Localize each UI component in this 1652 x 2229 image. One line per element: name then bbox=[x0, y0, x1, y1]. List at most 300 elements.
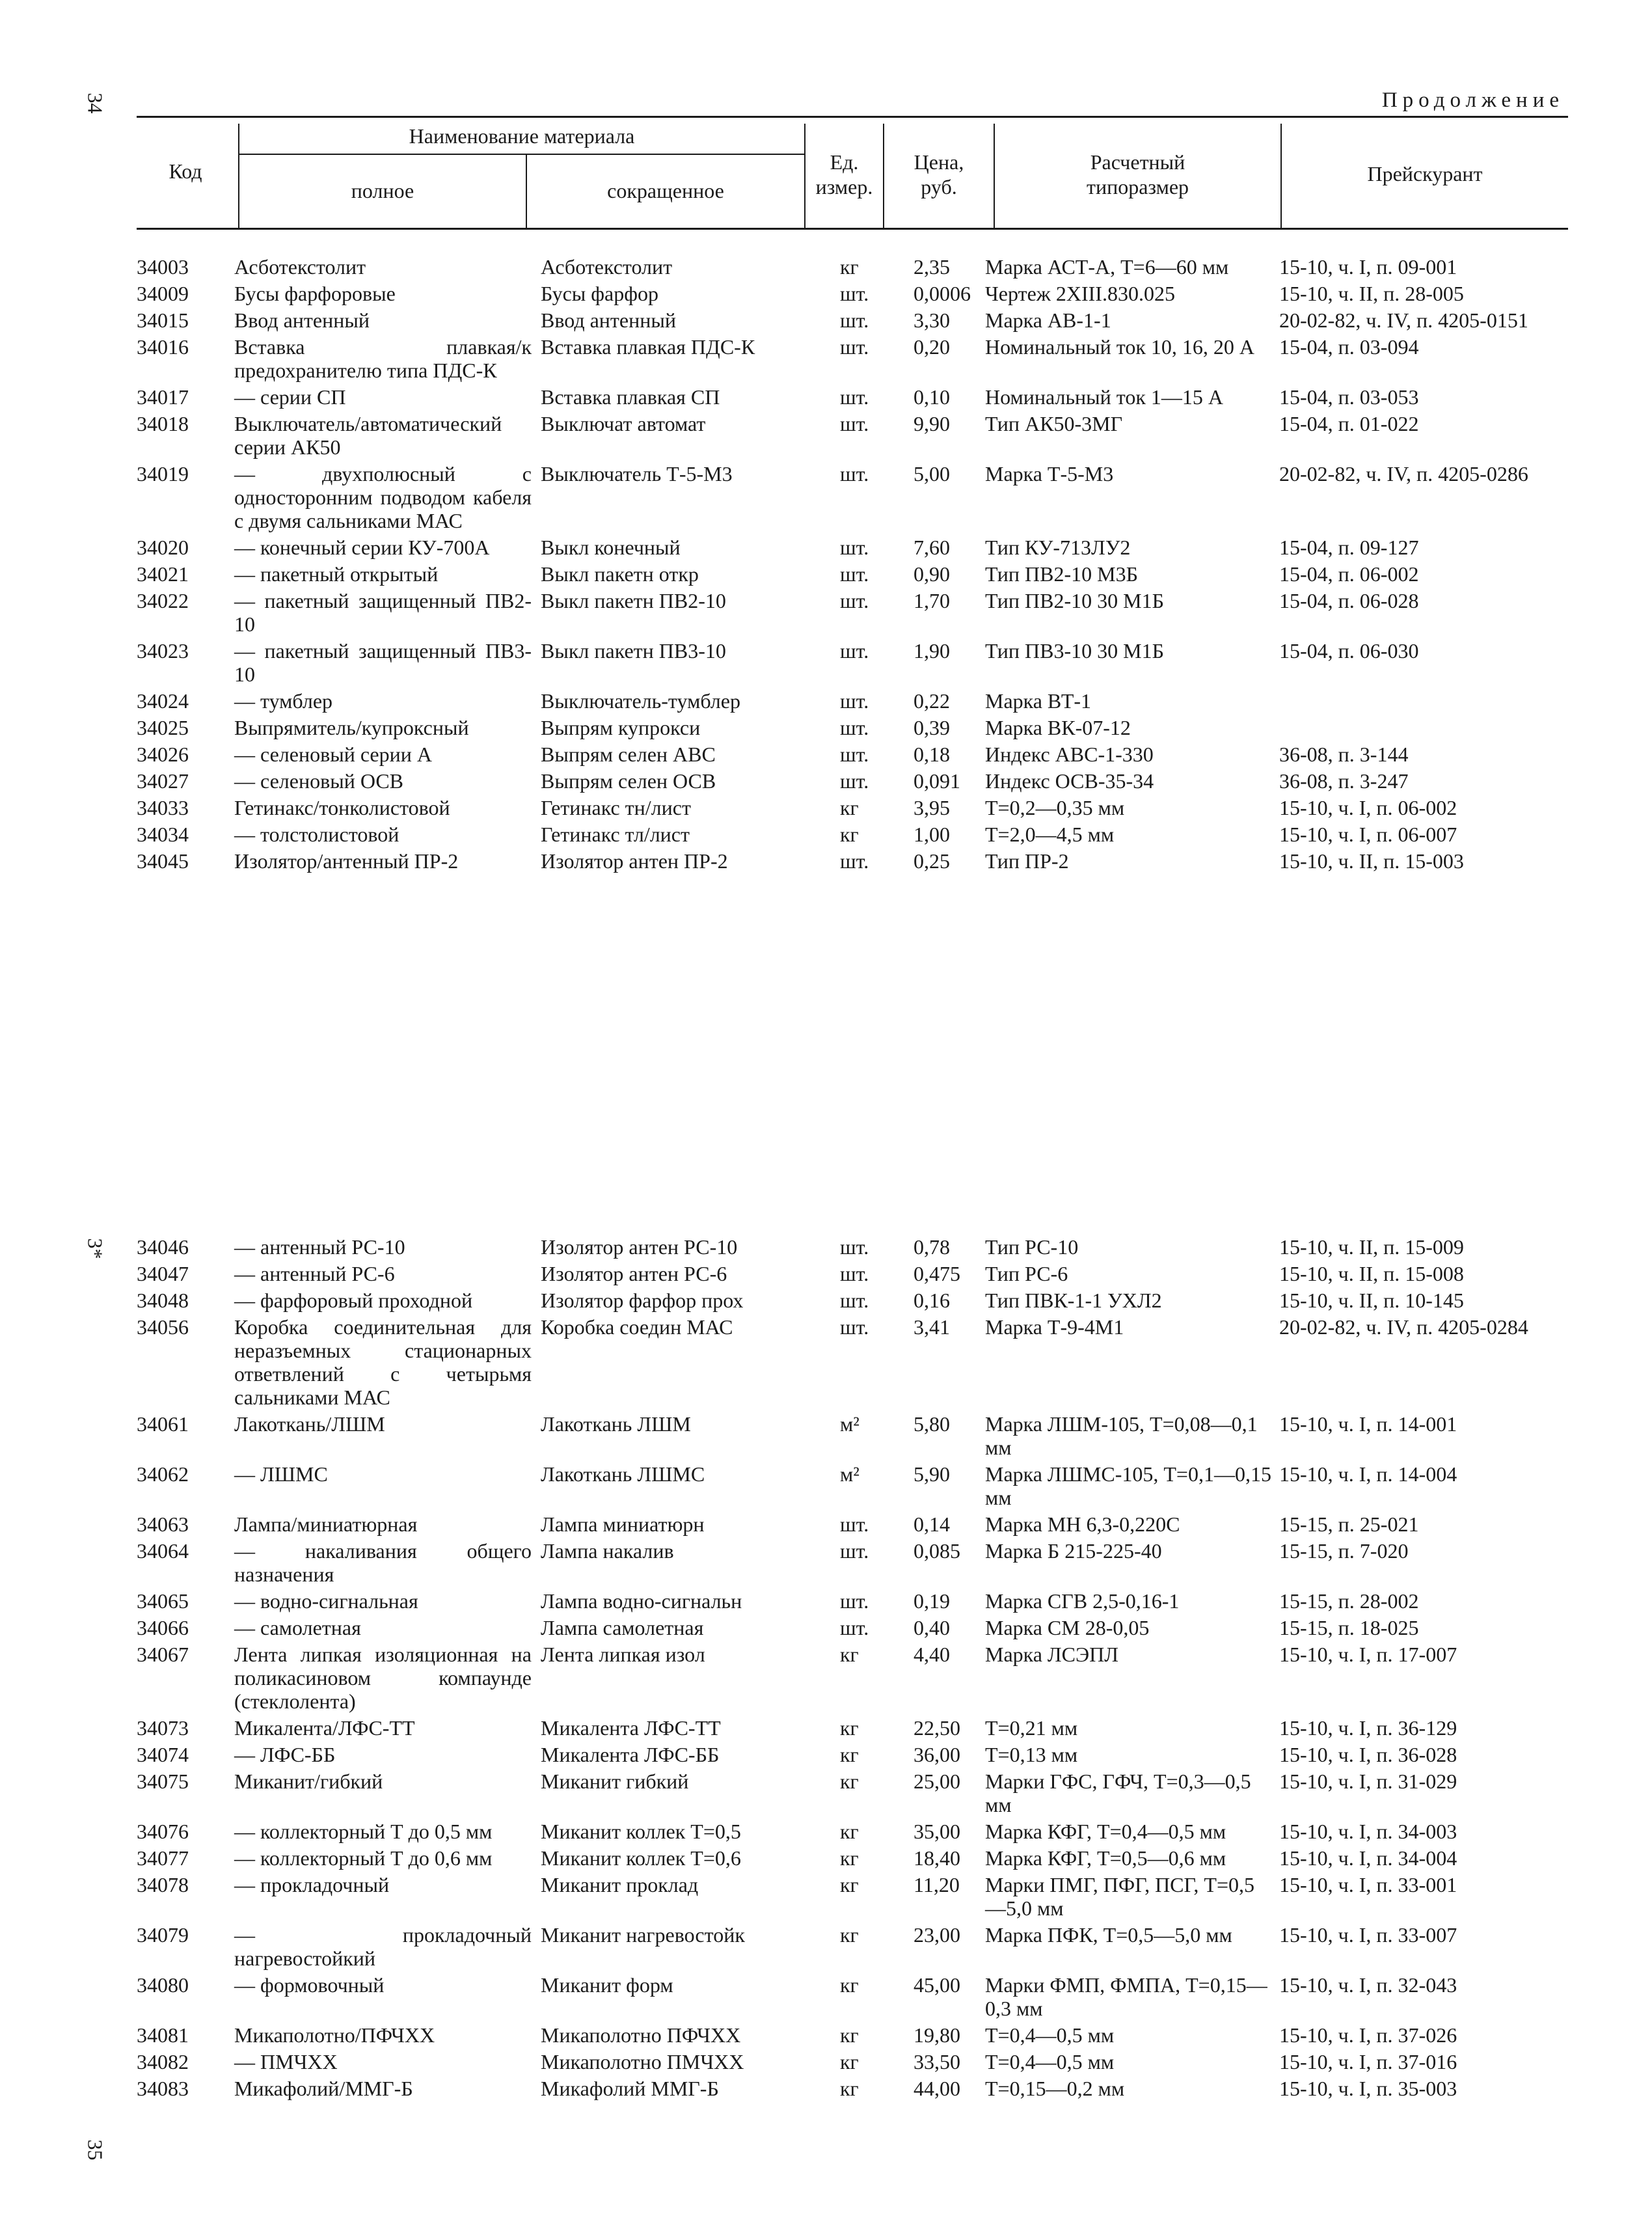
cell-full: Гетинакс/тонколистовой bbox=[234, 796, 450, 819]
cell-short: Лакоткань ЛШМС bbox=[541, 1462, 705, 1486]
cell-short: Выпрям селен ОСВ bbox=[541, 769, 716, 793]
name-group-rule bbox=[239, 154, 804, 155]
cell-price-list: 15-10, ч. I, п. 33-001 bbox=[1279, 1873, 1457, 1896]
cell-price: 0,78 bbox=[914, 1235, 950, 1259]
cell-code: 34075 bbox=[137, 1770, 189, 1793]
table-row bbox=[137, 796, 1552, 823]
cell-short: Гетинакс тн/лист bbox=[541, 796, 691, 819]
cell-unit: кг bbox=[840, 1716, 859, 1740]
table-row bbox=[137, 1462, 1552, 1512]
cell-size: Тип РС-6 bbox=[985, 1262, 1068, 1285]
cell-unit: кг bbox=[840, 1643, 859, 1666]
cell-price: 2,35 bbox=[914, 255, 950, 279]
cell-price-list: 20-02-82, ч. IV, п. 4205-0151 bbox=[1279, 308, 1528, 332]
bottom-page-number: 35 bbox=[83, 2139, 107, 2161]
cell-full: Ввод антенный bbox=[234, 308, 370, 332]
cell-price: 7,60 bbox=[914, 536, 950, 559]
cell-size: Т=2,0—4,5 мм bbox=[985, 823, 1115, 846]
cell-size: Марка Т-9-4М1 bbox=[985, 1315, 1124, 1339]
cell-unit: шт. bbox=[840, 1512, 869, 1536]
cell-unit: м² bbox=[840, 1462, 860, 1486]
cell-short: Бусы фарфор bbox=[541, 282, 658, 305]
cell-size: Марка ВТ-1 bbox=[985, 689, 1092, 713]
cell-code: 34009 bbox=[137, 282, 189, 305]
cell-size: Марка КФГ, Т=0,5—0,6 мм bbox=[985, 1846, 1226, 1870]
cell-size: Т=0,21 мм bbox=[985, 1716, 1078, 1740]
cell-price: 11,20 bbox=[914, 1873, 960, 1896]
cell-price-list: 15-10, ч. I, п. 17-007 bbox=[1279, 1643, 1457, 1666]
cell-price-list: 15-10, ч. I, п. 36-129 bbox=[1279, 1716, 1457, 1740]
cell-full: — фарфоровый проходной bbox=[234, 1289, 473, 1312]
cell-code: 34063 bbox=[137, 1512, 189, 1536]
cell-full: — водно-сигнальная bbox=[234, 1589, 418, 1613]
cell-price-list bbox=[1279, 689, 1552, 716]
cell-price-list: 15-15, п. 7-020 bbox=[1279, 1539, 1409, 1563]
cell-short: Лакоткань ЛШМ bbox=[541, 1412, 691, 1436]
table-row bbox=[137, 462, 1552, 536]
cell-code: 34077 bbox=[137, 1846, 189, 1870]
cell-unit: кг bbox=[840, 2077, 859, 2100]
cell-unit: шт. bbox=[840, 1315, 869, 1339]
cell-short: Микаполотно ПМЧХХ bbox=[541, 2050, 744, 2073]
cell-price-list: 15-10, ч. I, п. 34-004 bbox=[1279, 1846, 1457, 1870]
table-row bbox=[137, 1262, 1552, 1289]
cell-short: Микаполотно ПФЧХХ bbox=[541, 2023, 741, 2047]
cell-code: 34017 bbox=[137, 385, 189, 409]
cell-full: Миканит/гибкий bbox=[234, 1770, 383, 1793]
header-size bbox=[995, 150, 1280, 199]
cell-unit: шт. bbox=[840, 1289, 869, 1312]
cell-code: 34076 bbox=[137, 1820, 189, 1843]
table-row bbox=[137, 1846, 1552, 1873]
cell-size: Тип ПВ3-10 30 М1Б bbox=[985, 639, 1164, 663]
table-row bbox=[137, 255, 1552, 282]
cell-short: Выпрям купрокси bbox=[541, 716, 701, 739]
cell-short: Лампа водно-сигнальн bbox=[541, 1589, 742, 1613]
cell-full: — пакетный открытый bbox=[234, 562, 439, 586]
cell-unit: шт. bbox=[840, 689, 869, 713]
table-row bbox=[137, 536, 1552, 562]
table-row bbox=[137, 1512, 1552, 1539]
cell-full: Асботекстолит bbox=[234, 255, 366, 279]
cell-short: Микалента ЛФС-ТТ bbox=[541, 1716, 721, 1740]
cell-unit: м² bbox=[840, 1412, 860, 1436]
cell-price: 0,22 bbox=[914, 689, 950, 713]
cell-price: 5,90 bbox=[914, 1462, 950, 1486]
table-row bbox=[137, 1923, 1552, 1973]
cell-size: Марка ВК-07-12 bbox=[985, 716, 1131, 739]
cell-size: Марки ГФС, ГФЧ, Т=0,3—0,5 мм bbox=[985, 1770, 1251, 1816]
cell-size: Марка ЛСЭПЛ bbox=[985, 1643, 1118, 1666]
cell-code: 34015 bbox=[137, 308, 189, 332]
cell-full: Микафолий/ММГ-Б bbox=[234, 2077, 413, 2100]
table-row bbox=[137, 1616, 1552, 1643]
cell-full: — тумблер bbox=[234, 689, 333, 713]
header-unit bbox=[806, 150, 883, 199]
cell-price: 0,0006 bbox=[914, 282, 971, 305]
cell-short: Миканит нагревостойк bbox=[541, 1923, 745, 1947]
table-row bbox=[137, 823, 1552, 849]
cell-full: — антенный РС-6 bbox=[234, 1262, 395, 1285]
cell-short: Миканит форм bbox=[541, 1973, 673, 1997]
cell-full: — антенный РС-10 bbox=[234, 1235, 405, 1259]
top-page-number: 34 bbox=[83, 92, 107, 114]
cell-size: Тип РС-10 bbox=[985, 1235, 1079, 1259]
cell-code: 34019 bbox=[137, 462, 189, 485]
cell-short: Вставка плавкая СП bbox=[541, 385, 720, 409]
cell-price: 1,90 bbox=[914, 639, 950, 663]
header-bottom-rule bbox=[137, 228, 1568, 230]
cell-size: Тип ПВ2-10 М3Б bbox=[985, 562, 1138, 586]
cell-short: Выкл пакетн ПВ3-10 bbox=[541, 639, 726, 663]
table-row bbox=[137, 1716, 1552, 1743]
cell-size: Марка ПФК, Т=0,5—5,0 мм bbox=[985, 1923, 1232, 1947]
table-row bbox=[137, 2077, 1552, 2103]
cell-code: 34074 bbox=[137, 1743, 189, 1766]
cell-size: Т=0,2—0,35 мм bbox=[985, 796, 1125, 819]
cell-code: 34003 bbox=[137, 255, 189, 279]
cell-full: — самолетная bbox=[234, 1616, 361, 1639]
cell-unit: шт. bbox=[840, 308, 869, 332]
cell-size: Марка Б 215-225-40 bbox=[985, 1539, 1162, 1563]
cell-code: 34078 bbox=[137, 1873, 189, 1896]
cell-unit: кг bbox=[840, 1743, 859, 1766]
cell-price-list: 15-10, ч. I, п. 14-004 bbox=[1279, 1462, 1457, 1486]
cell-full: Выпрямитель/купроксный bbox=[234, 716, 469, 739]
cell-price-list: 15-10, ч. II, п. 15-008 bbox=[1279, 1262, 1464, 1285]
cell-price-list: 15-10, ч. I, п. 06-002 bbox=[1279, 796, 1457, 819]
cell-unit: кг bbox=[840, 1923, 859, 1947]
cell-code: 34073 bbox=[137, 1716, 189, 1740]
table-row bbox=[137, 1589, 1552, 1616]
cell-price: 25,00 bbox=[914, 1770, 960, 1793]
cell-short: Миканит коллек Т=0,6 bbox=[541, 1846, 741, 1870]
cell-price: 45,00 bbox=[914, 1973, 960, 1997]
cell-price-list: 15-15, п. 28-002 bbox=[1279, 1589, 1419, 1613]
cell-unit: шт. bbox=[840, 769, 869, 793]
cell-code: 34027 bbox=[137, 769, 189, 793]
cell-code: 34081 bbox=[137, 2023, 189, 2047]
table-row bbox=[137, 589, 1552, 639]
cell-unit: шт. bbox=[840, 1539, 869, 1563]
cell-full: — накаливания общего назначения bbox=[234, 1539, 532, 1586]
cell-short: Лента липкая изол bbox=[541, 1643, 705, 1666]
cell-price-list: 15-10, ч. I, п. 14-001 bbox=[1279, 1412, 1457, 1436]
cell-price-list: 15-10, ч. II, п. 28-005 bbox=[1279, 282, 1464, 305]
cell-full: — ЛШМС bbox=[234, 1462, 328, 1486]
header-size-line2: типоразмер bbox=[1086, 175, 1189, 198]
cell-size: Т=0,15—0,2 мм bbox=[985, 2077, 1125, 2100]
cell-size: Номинальный ток 1—15 А bbox=[985, 385, 1224, 409]
cell-price: 0,20 bbox=[914, 335, 950, 359]
table-row bbox=[137, 2050, 1552, 2077]
cell-size: Марка АВ-1-1 bbox=[985, 308, 1111, 332]
cell-price-list: 15-15, п. 25-021 bbox=[1279, 1512, 1419, 1536]
cell-price-list: 15-10, ч. II, п. 15-009 bbox=[1279, 1235, 1464, 1259]
cell-size: Индекс АВС-1-330 bbox=[985, 743, 1154, 766]
cell-unit: кг bbox=[840, 1846, 859, 1870]
table-row bbox=[137, 412, 1552, 462]
cell-unit: кг bbox=[840, 796, 859, 819]
cell-price: 0,14 bbox=[914, 1512, 950, 1536]
cell-code: 34062 bbox=[137, 1462, 189, 1486]
cell-price-list: 15-10, ч. I, п. 37-026 bbox=[1279, 2023, 1457, 2047]
continuation-label: Продолжение bbox=[1381, 89, 1564, 112]
cell-full: Микаполотно/ПФЧХХ bbox=[234, 2023, 435, 2047]
cell-code: 34064 bbox=[137, 1539, 189, 1563]
cell-unit: шт. bbox=[840, 589, 869, 612]
cell-unit: шт. bbox=[840, 335, 869, 359]
cell-code: 34033 bbox=[137, 796, 189, 819]
cell-price-list: 15-04, п. 09-127 bbox=[1279, 536, 1419, 559]
cell-unit: шт. bbox=[840, 716, 869, 739]
cell-price: 0,90 bbox=[914, 562, 950, 586]
cell-short: Миканит коллек Т=0,5 bbox=[541, 1820, 741, 1843]
cell-unit: шт. bbox=[840, 536, 869, 559]
cell-code: 34025 bbox=[137, 716, 189, 739]
cell-price-list: 15-15, п. 18-025 bbox=[1279, 1616, 1419, 1639]
cell-price-list: 36-08, п. 3-247 bbox=[1279, 769, 1409, 793]
cell-short: Изолятор антен ПР-2 bbox=[541, 849, 728, 873]
cell-full: — ЛФС-ББ bbox=[234, 1743, 336, 1766]
cell-price: 4,40 bbox=[914, 1643, 950, 1666]
cell-full: — конечный серии КУ-700А bbox=[234, 536, 490, 559]
cell-price: 3,95 bbox=[914, 796, 950, 819]
cell-code: 34021 bbox=[137, 562, 189, 586]
cell-size: Марка ЛШМ-105, Т=0,08—0,1 мм bbox=[985, 1412, 1258, 1459]
cell-size: Марка АСТ-А, Т=6—60 мм bbox=[985, 255, 1229, 279]
header-short: сокращенное bbox=[607, 179, 724, 202]
cell-price: 0,39 bbox=[914, 716, 950, 739]
cell-short: Выкл конечный bbox=[541, 536, 681, 559]
cell-code: 34024 bbox=[137, 689, 189, 713]
cell-price: 3,41 bbox=[914, 1315, 950, 1339]
cell-short: Изолятор фарфор прох bbox=[541, 1289, 744, 1312]
cell-full: — прокладочный нагревостойкий bbox=[234, 1923, 532, 1970]
cell-unit: шт. bbox=[840, 412, 869, 435]
cell-code: 34022 bbox=[137, 589, 189, 612]
cell-size: Марки ФМП, ФМПА, Т=0,15—0,3 мм bbox=[985, 1973, 1267, 2020]
cell-size: Чертеж 2XIII.830.025 bbox=[985, 282, 1175, 305]
cell-price-list: 15-10, ч. I, п. 31-029 bbox=[1279, 1770, 1457, 1793]
cell-full: — селеновый ОСВ bbox=[234, 769, 404, 793]
header-unit-line1: Ед. bbox=[830, 150, 859, 174]
cell-short: Выключат автомат bbox=[541, 412, 706, 435]
cell-price-list: 36-08, п. 3-144 bbox=[1279, 743, 1409, 766]
cell-full: Вставка плавкая/к предохранителю типа ПДС-К bbox=[234, 335, 532, 382]
cell-unit: шт. bbox=[840, 1589, 869, 1613]
cell-code: 34045 bbox=[137, 849, 189, 873]
cell-price: 0,25 bbox=[914, 849, 950, 873]
cell-size: Тип ПВ2-10 30 М1Б bbox=[985, 589, 1164, 612]
table-row bbox=[137, 562, 1552, 589]
cell-unit: шт. bbox=[840, 462, 869, 485]
cell-full: — двухполюсный с односторонним подводом кабеля с двумя сальниками МАС bbox=[234, 462, 532, 532]
cell-price-list: 15-04, п. 03-053 bbox=[1279, 385, 1419, 409]
cell-full: Бусы фарфоровые bbox=[234, 282, 396, 305]
cell-full: — толстолистовой bbox=[234, 823, 399, 846]
table-row bbox=[137, 1412, 1552, 1462]
cell-code: 34034 bbox=[137, 823, 189, 846]
cell-short: Коробка соедин МАС bbox=[541, 1315, 733, 1339]
cell-price-list: 15-10, ч. II, п. 10-145 bbox=[1279, 1289, 1464, 1312]
cell-price: 0,091 bbox=[914, 769, 960, 793]
table-row bbox=[137, 335, 1552, 385]
cell-full: — ПМЧХХ bbox=[234, 2050, 338, 2073]
cell-price: 0,475 bbox=[914, 1262, 960, 1285]
header-price-line1: Цена, bbox=[914, 150, 964, 174]
cell-price: 5,00 bbox=[914, 462, 950, 485]
cell-price: 19,80 bbox=[914, 2023, 960, 2047]
table-row bbox=[137, 639, 1552, 689]
cell-price: 0,18 bbox=[914, 743, 950, 766]
table-row bbox=[137, 1289, 1552, 1315]
cell-price-list: 15-10, ч. I, п. 09-001 bbox=[1279, 255, 1457, 279]
cell-code: 34061 bbox=[137, 1412, 189, 1436]
cell-code: 34046 bbox=[137, 1235, 189, 1259]
cell-short: Лампа накалив bbox=[541, 1539, 674, 1563]
cell-price-list: 15-04, п. 06-030 bbox=[1279, 639, 1419, 663]
cell-price-list: 15-10, ч. I, п. 33-007 bbox=[1279, 1923, 1457, 1947]
cell-code: 34056 bbox=[137, 1315, 189, 1339]
cell-size: Т=0,13 мм bbox=[985, 1743, 1078, 1766]
cell-size: Марка СГВ 2,5-0,16-1 bbox=[985, 1589, 1180, 1613]
cell-full: — коллекторный Т до 0,6 мм bbox=[234, 1846, 493, 1870]
cell-unit: шт. bbox=[840, 743, 869, 766]
cell-code: 34083 bbox=[137, 2077, 189, 2100]
cell-full: — пакетный защищенный ПВ3-10 bbox=[234, 639, 532, 686]
table-row bbox=[137, 1770, 1552, 1820]
cell-short: Выпрям селен АВС bbox=[541, 743, 716, 766]
cell-code: 34047 bbox=[137, 1262, 189, 1285]
cell-code: 34067 bbox=[137, 1643, 189, 1666]
cell-short: Миканит гибкий bbox=[541, 1770, 689, 1793]
cell-price: 36,00 bbox=[914, 1743, 960, 1766]
cell-code: 34066 bbox=[137, 1616, 189, 1639]
cell-code: 34023 bbox=[137, 639, 189, 663]
cell-price-list: 20-02-82, ч. IV, п. 4205-0286 bbox=[1279, 462, 1528, 485]
table-row bbox=[137, 1743, 1552, 1770]
section-marker: 3* bbox=[83, 1238, 107, 1259]
cell-full: — формовочный bbox=[234, 1973, 385, 1997]
cell-code: 34065 bbox=[137, 1589, 189, 1613]
cell-full: — коллекторный Т до 0,5 мм bbox=[234, 1820, 493, 1843]
cell-price-list: 20-02-82, ч. IV, п. 4205-0284 bbox=[1279, 1315, 1528, 1339]
cell-size: Марка Т-5-М3 bbox=[985, 462, 1114, 485]
cell-code: 34082 bbox=[137, 2050, 189, 2073]
cell-full: — селеновый серии А bbox=[234, 743, 432, 766]
cell-code: 34080 bbox=[137, 1973, 189, 1997]
header-price-list: Прейскурант bbox=[1367, 162, 1483, 185]
cell-full: Выключатель/автоматический серии АК50 bbox=[234, 412, 502, 459]
cell-price: 9,90 bbox=[914, 412, 950, 435]
cell-full: Лакоткань/ЛШМ bbox=[234, 1412, 385, 1436]
cell-price: 0,40 bbox=[914, 1616, 950, 1639]
cell-code: 34018 bbox=[137, 412, 189, 435]
cell-unit: шт. bbox=[840, 282, 869, 305]
cell-unit: кг bbox=[840, 2023, 859, 2047]
cell-price-list: 15-10, ч. I, п. 06-007 bbox=[1279, 823, 1457, 846]
cell-price: 0,085 bbox=[914, 1539, 960, 1563]
cell-short: Асботекстолит bbox=[541, 255, 673, 279]
cell-short: Вставка плавкая ПДС-К bbox=[541, 335, 755, 359]
table-row bbox=[137, 1539, 1552, 1589]
cell-full: — прокладочный bbox=[234, 1873, 390, 1896]
cell-price: 5,80 bbox=[914, 1412, 950, 1436]
cell-code: 34048 bbox=[137, 1289, 189, 1312]
cell-unit: шт. bbox=[840, 385, 869, 409]
cell-price-list: 15-10, ч. II, п. 15-003 bbox=[1279, 849, 1464, 873]
table-row bbox=[137, 282, 1552, 308]
cell-short: Микафолий ММГ-Б bbox=[541, 2077, 719, 2100]
cell-short: Изолятор антен РС-10 bbox=[541, 1235, 738, 1259]
header-price bbox=[884, 150, 994, 199]
cell-short: Изолятор антен РС-6 bbox=[541, 1262, 727, 1285]
cell-unit: кг bbox=[840, 1770, 859, 1793]
cell-price-list bbox=[1279, 716, 1552, 743]
cell-price: 0,10 bbox=[914, 385, 950, 409]
cell-price-list: 15-04, п. 03-094 bbox=[1279, 335, 1419, 359]
cell-price: 0,19 bbox=[914, 1589, 950, 1613]
cell-size: Марка КФГ, Т=0,4—0,5 мм bbox=[985, 1820, 1226, 1843]
table-row bbox=[137, 1820, 1552, 1846]
cell-size: Т=0,4—0,5 мм bbox=[985, 2023, 1115, 2047]
cell-price-list: 15-10, ч. I, п. 34-003 bbox=[1279, 1820, 1457, 1843]
cell-unit: кг bbox=[840, 255, 859, 279]
table-row bbox=[137, 1235, 1552, 1262]
cell-unit: шт. bbox=[840, 1616, 869, 1639]
cell-unit: кг bbox=[840, 823, 859, 846]
cell-unit: шт. bbox=[840, 562, 869, 586]
cell-code: 34079 bbox=[137, 1923, 189, 1947]
cell-price: 44,00 bbox=[914, 2077, 960, 2100]
cell-price: 18,40 bbox=[914, 1846, 960, 1870]
cell-unit: шт. bbox=[840, 1262, 869, 1285]
cell-full: Коробка соединительная для неразъемных стационарных ответвлений с четырьмя сальниками МАС bbox=[234, 1315, 532, 1409]
cell-unit: кг bbox=[840, 2050, 859, 2073]
cell-price: 0,16 bbox=[914, 1289, 950, 1312]
cell-size: Тип КУ-713ЛУ2 bbox=[985, 536, 1131, 559]
cell-code: 34020 bbox=[137, 536, 189, 559]
cell-price-list: 15-10, ч. I, п. 32-043 bbox=[1279, 1973, 1457, 1997]
cell-price: 1,70 bbox=[914, 589, 950, 612]
cell-full: — пакетный защищенный ПВ2-10 bbox=[234, 589, 532, 636]
cell-size: Тип АК50-3МГ bbox=[985, 412, 1123, 435]
table-row bbox=[137, 1643, 1552, 1716]
materials-table-top bbox=[137, 255, 1552, 876]
header-unit-line2: измер. bbox=[815, 175, 873, 198]
cell-size: Индекс ОСВ-35-34 bbox=[985, 769, 1154, 793]
cell-price: 22,50 bbox=[914, 1716, 960, 1740]
header-size-line1: Расчетный bbox=[1090, 150, 1185, 174]
table-row bbox=[137, 716, 1552, 743]
table-row bbox=[137, 2023, 1552, 2050]
cell-short: Микалента ЛФС-ББ bbox=[541, 1743, 720, 1766]
cell-unit: шт. bbox=[840, 1235, 869, 1259]
cell-short: Миканит проклад bbox=[541, 1873, 699, 1896]
table-row bbox=[137, 769, 1552, 796]
cell-price-list: 15-04, п. 06-028 bbox=[1279, 589, 1419, 612]
header-top-rule bbox=[137, 116, 1568, 118]
cell-short: Выключатель Т-5-М3 bbox=[541, 462, 733, 485]
cell-short: Ввод антенный bbox=[541, 308, 676, 332]
cell-size: Тип ПВК-1-1 УХЛ2 bbox=[985, 1289, 1162, 1312]
cell-full: — серии СП bbox=[234, 385, 346, 409]
table-row bbox=[137, 1315, 1552, 1412]
cell-short: Выкл пакетн откр bbox=[541, 562, 699, 586]
cell-full: Лента липкая изоляционная на поликасиновом компаунде (стеклолента) bbox=[234, 1643, 532, 1713]
table-row bbox=[137, 1873, 1552, 1923]
